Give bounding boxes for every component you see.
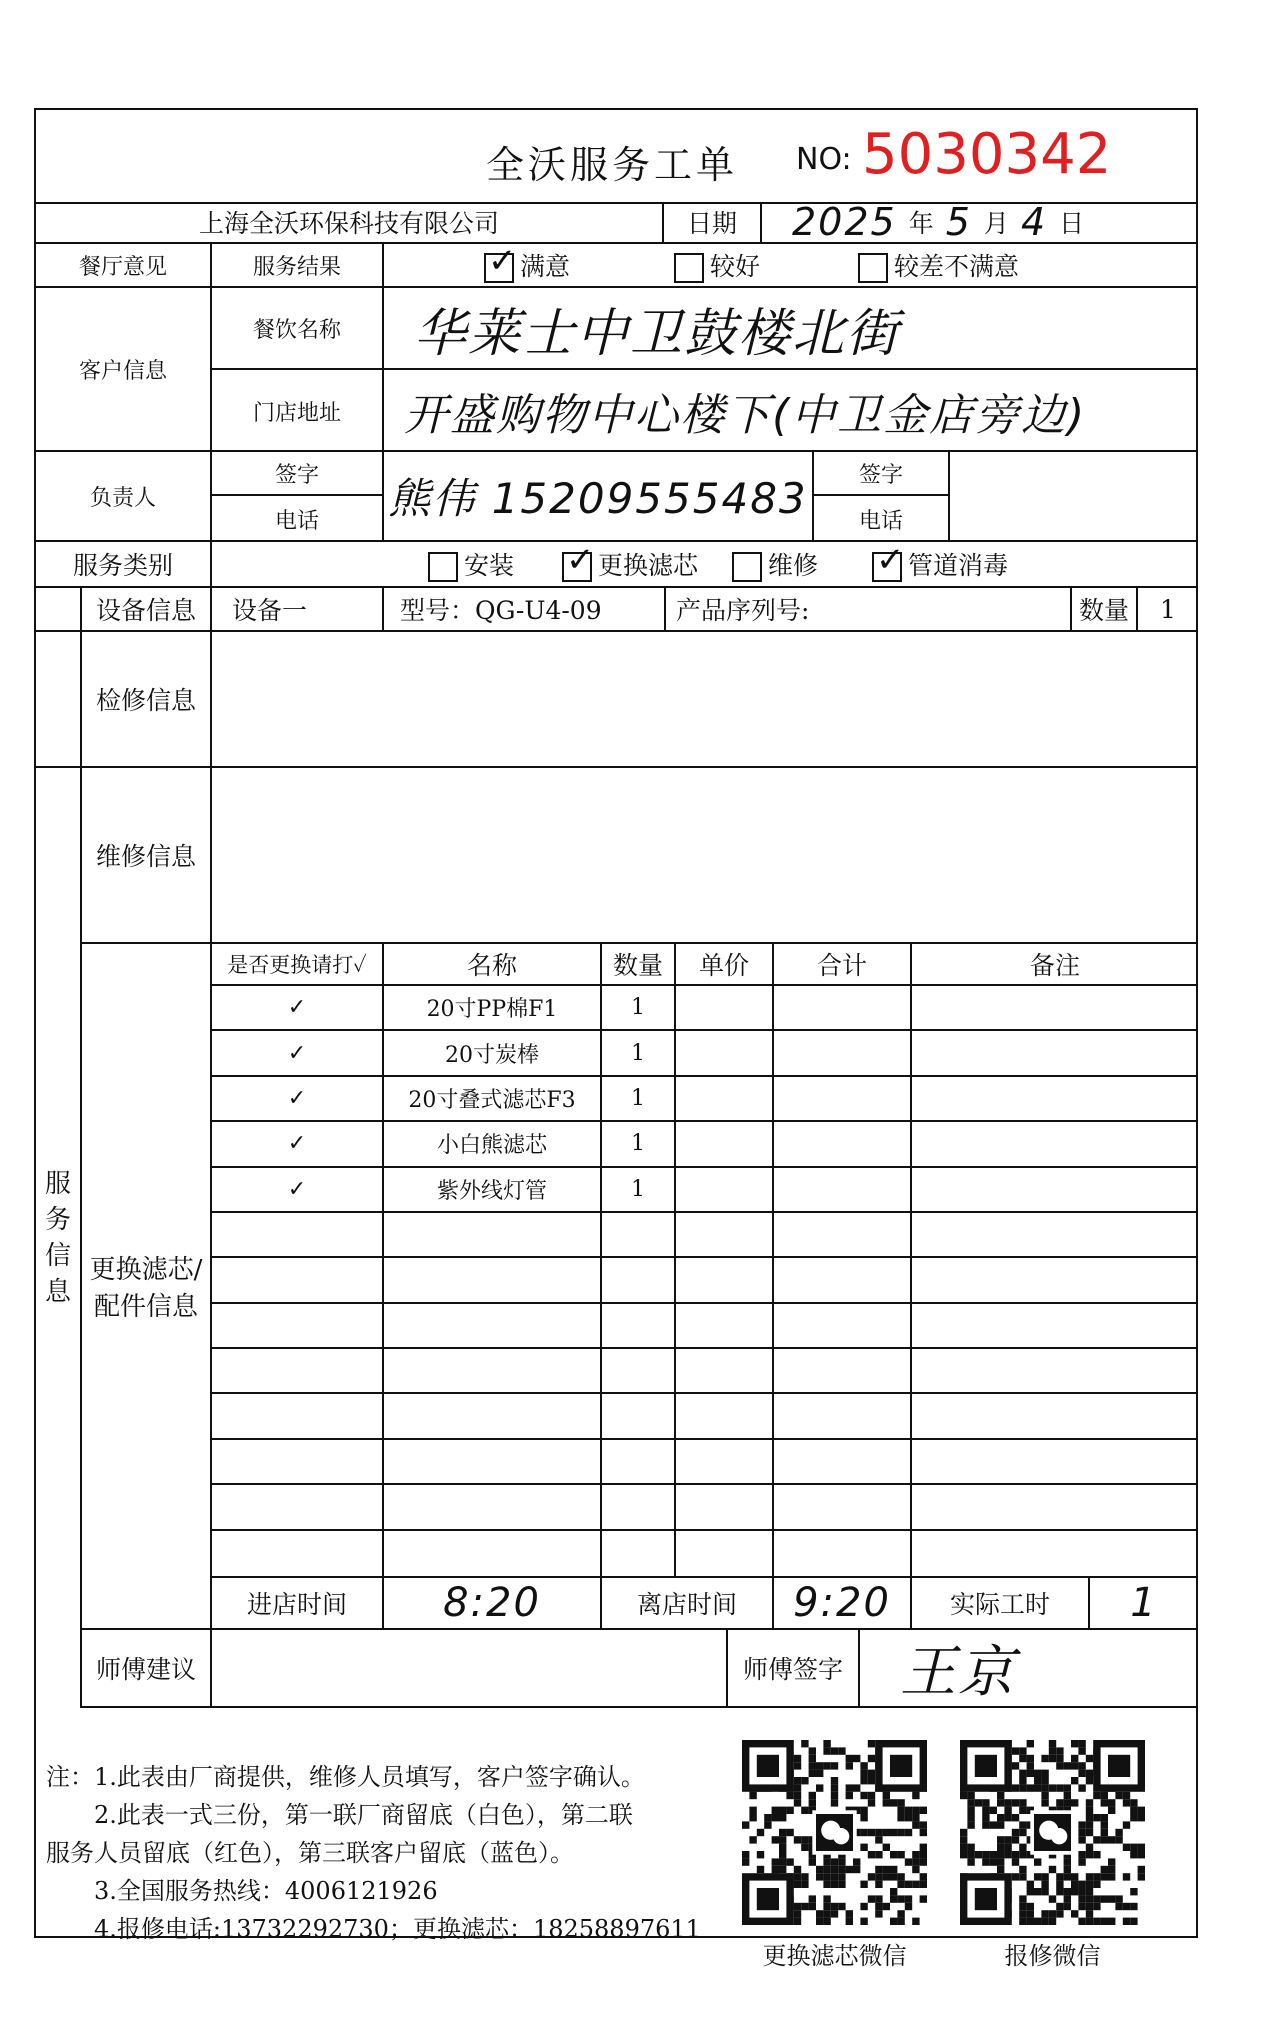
table-row xyxy=(212,1122,1198,1167)
checkbox-icon xyxy=(858,253,888,283)
row-cell xyxy=(912,1168,1198,1211)
table-row xyxy=(212,1031,1198,1076)
service-type-row xyxy=(36,542,1196,588)
title-row xyxy=(36,110,1196,204)
parts-table xyxy=(212,944,1198,1628)
row-name: 20寸PP棉F1 xyxy=(384,986,602,1029)
device-qty-label: 数量 xyxy=(1072,588,1138,630)
row-cell xyxy=(602,1440,676,1483)
row-cell xyxy=(676,1213,774,1256)
row-cell xyxy=(912,1349,1198,1392)
result-label: 服务结果 xyxy=(212,244,384,286)
row-cell xyxy=(912,1304,1198,1347)
form-title: 全沃服务工单 xyxy=(486,143,739,187)
date-month-unit: 月 xyxy=(983,209,1009,238)
customer-row xyxy=(36,288,1196,452)
row-cell xyxy=(676,1077,774,1120)
device-name: 设备一 xyxy=(212,588,384,630)
row-cell xyxy=(774,1394,912,1437)
row-cell xyxy=(912,1485,1198,1528)
date-year-unit: 年 xyxy=(908,209,934,238)
row-cell xyxy=(384,1531,602,1576)
out-time-value: 9:20 xyxy=(774,1578,912,1628)
qr-label-repair: 报修微信 xyxy=(1004,1942,1101,1970)
result-options xyxy=(384,244,1198,286)
row-cell xyxy=(774,1304,912,1347)
col-price: 单价 xyxy=(676,944,774,984)
phone-label: 电话 xyxy=(274,508,319,534)
advice-value xyxy=(212,1630,728,1706)
row-cell xyxy=(774,1213,912,1256)
row-check: ✓ xyxy=(212,1031,384,1074)
customer-label: 客户信息 xyxy=(36,288,212,450)
row-cell xyxy=(384,1213,602,1256)
table-row xyxy=(212,1213,1198,1258)
row-cell xyxy=(602,1258,676,1301)
table-row xyxy=(212,1394,1198,1439)
parts-label: 更换滤芯/配件信息 xyxy=(82,944,212,1628)
table-row xyxy=(212,1168,1198,1213)
type-disinfect: ✓ 管道消毒 xyxy=(872,546,1008,583)
row-cell xyxy=(676,1258,774,1301)
qr-label-filter: 更换滤芯微信 xyxy=(762,1942,907,1970)
in-time-label: 进店时间 xyxy=(212,1578,384,1628)
restaurant-name-value: 华莱士中卫鼓楼北街 xyxy=(414,303,901,364)
note-3: 服务人员留底（红色），第三联客户留底（蓝色）。 xyxy=(46,1839,574,1867)
advice-row xyxy=(82,1628,1198,1708)
row-cell xyxy=(602,1394,676,1437)
row-name: 紫外线灯管 xyxy=(384,1168,602,1211)
table-row xyxy=(212,1531,1198,1576)
row-cell xyxy=(774,1258,912,1301)
store-address-value: 开盛购物中心楼下(中卫金店旁边) xyxy=(404,390,1087,441)
type-repair: 维修 xyxy=(732,546,818,583)
row-cell xyxy=(774,1122,912,1165)
order-no-label: NO: xyxy=(796,142,852,177)
row-cell xyxy=(676,1394,774,1437)
date-value xyxy=(762,202,1198,242)
row-cell xyxy=(912,1394,1198,1437)
row-cell xyxy=(774,1531,912,1576)
table-row xyxy=(212,1349,1198,1394)
device-label: 设备信息 xyxy=(82,588,212,630)
date-day-unit: 日 xyxy=(1059,209,1085,238)
option-satisfied: ✓ 满意 xyxy=(484,247,570,284)
row-name: 20寸叠式滤芯F3 xyxy=(384,1077,602,1120)
parts-header xyxy=(212,944,1198,986)
row-cell xyxy=(912,986,1198,1029)
row-cell xyxy=(676,1168,774,1211)
row-cell xyxy=(912,1531,1198,1576)
service-order-form xyxy=(34,108,1198,1970)
date-month: 5 xyxy=(945,200,972,244)
row-cell xyxy=(212,1349,384,1392)
row-qty: 1 xyxy=(602,1168,676,1211)
parts-rows xyxy=(212,986,1198,1576)
type-install: 安装 xyxy=(428,546,514,583)
row-cell xyxy=(676,1304,774,1347)
feedback-label: 餐厅意见 xyxy=(36,244,212,286)
col-name: 名称 xyxy=(384,944,602,984)
row-qty: 1 xyxy=(602,1077,676,1120)
row-cell xyxy=(384,1440,602,1483)
master-sign-label: 师傅签字 xyxy=(728,1630,860,1706)
row-cell xyxy=(676,1349,774,1392)
row-cell xyxy=(912,1213,1198,1256)
feedback-row xyxy=(36,244,1196,288)
row-cell xyxy=(676,1122,774,1165)
service-type-options xyxy=(212,542,1198,586)
device-serial: 产品序列号: xyxy=(666,588,1072,630)
device-spacer xyxy=(36,588,82,630)
table-row xyxy=(212,1258,1198,1303)
date-label: 日期 xyxy=(664,202,762,242)
row-cell xyxy=(384,1349,602,1392)
sign-label: 签字 xyxy=(212,452,382,496)
service-info-vertical: 服 务 信 息 xyxy=(36,768,82,1708)
col-total: 合计 xyxy=(774,944,912,984)
table-row xyxy=(212,1077,1198,1122)
row-name: 小白熊滤芯 xyxy=(384,1122,602,1165)
inspection-spacer xyxy=(36,632,82,766)
row-cell xyxy=(212,1531,384,1576)
row-cell xyxy=(676,1440,774,1483)
row-check: ✓ xyxy=(212,1168,384,1211)
checkbox-icon xyxy=(872,552,902,582)
company-row xyxy=(36,202,1196,244)
master-sign-value: 王京 xyxy=(900,1640,1016,1705)
row-check: ✓ xyxy=(212,986,384,1029)
row-cell xyxy=(212,1213,384,1256)
row-cell xyxy=(774,1485,912,1528)
row-cell xyxy=(602,1485,676,1528)
device-model: 型号：QG-U4-09 xyxy=(384,588,666,630)
row-name: 20寸炭棒 xyxy=(384,1031,602,1074)
row-cell xyxy=(384,1394,602,1437)
row-cell xyxy=(384,1258,602,1301)
row-cell xyxy=(912,1258,1198,1301)
type-filter: ✓ 更换滤芯 xyxy=(562,546,698,583)
note-5: 4.报修电话:13732292730；更换滤芯：18258897611 xyxy=(46,1915,701,1943)
note-4: 3.全国服务热线：4006121926 xyxy=(46,1877,438,1905)
table-row xyxy=(212,1485,1198,1530)
row-cell xyxy=(602,1304,676,1347)
row-cell xyxy=(676,1031,774,1074)
row-cell xyxy=(676,986,774,1029)
row-cell xyxy=(912,1031,1198,1074)
responsible-label: 负责人 xyxy=(36,452,212,540)
responsible-row xyxy=(36,452,1196,542)
row-cell xyxy=(676,1485,774,1528)
row-cell xyxy=(912,1122,1198,1165)
order-no-value: 5030342 xyxy=(862,122,1112,187)
out-time-label: 离店时间 xyxy=(602,1578,774,1628)
col-qty: 数量 xyxy=(602,944,676,984)
store-address-label: 门店地址 xyxy=(212,370,384,452)
inspection-row xyxy=(36,632,1196,768)
note-1: 注：1.此表由厂商提供，维修人员填写，客户签字确认。 xyxy=(46,1763,645,1791)
col-remark: 备注 xyxy=(1029,951,1080,980)
company-name: 上海全沃环保科技有限公司 xyxy=(36,202,664,242)
row-cell xyxy=(676,1531,774,1576)
service-type-label: 服务类别 xyxy=(36,542,212,586)
checkbox-icon xyxy=(674,253,704,283)
row-cell xyxy=(602,1531,676,1576)
date-day: 4 xyxy=(1020,200,1048,244)
work-hours-label: 实际工时 xyxy=(912,1578,1090,1628)
checkbox-icon xyxy=(732,552,762,582)
row-cell xyxy=(212,1304,384,1347)
row-cell xyxy=(212,1485,384,1528)
row-qty: 1 xyxy=(602,1031,676,1074)
phone-label-2: 电话 xyxy=(858,508,903,534)
restaurant-name-label: 餐饮名称 xyxy=(212,288,384,368)
row-qty: 1 xyxy=(602,1122,676,1165)
checkbox-icon xyxy=(562,552,592,582)
table-row xyxy=(212,1304,1198,1349)
row-check: ✓ xyxy=(212,1077,384,1120)
note-2: 2.此表一式三份，第一联厂商留底（白色），第二联 xyxy=(46,1801,633,1829)
repair-label: 维修信息 xyxy=(82,768,212,942)
in-time-value: 8:20 xyxy=(384,1578,602,1628)
row-cell xyxy=(774,1349,912,1392)
device-qty: 1 xyxy=(1160,594,1176,624)
row-cell xyxy=(384,1485,602,1528)
row-cell xyxy=(602,1213,676,1256)
row-cell xyxy=(774,1168,912,1211)
row-cell xyxy=(912,1440,1198,1483)
row-cell xyxy=(212,1440,384,1483)
work-hours-value: 1 xyxy=(1130,1580,1158,1626)
qr-code-filter-wechat xyxy=(742,1740,927,1925)
repair-row xyxy=(82,768,1198,944)
date-year: 2025 xyxy=(792,200,897,244)
responsible-value: 熊伟 15209555483 xyxy=(384,452,814,540)
row-qty: 1 xyxy=(602,986,676,1029)
row-cell xyxy=(212,1258,384,1301)
sign-label-2: 签字 xyxy=(814,452,948,496)
row-cell xyxy=(602,1349,676,1392)
table-row xyxy=(212,1440,1198,1485)
checkbox-icon xyxy=(484,253,514,283)
notes xyxy=(46,1758,736,1948)
table-row xyxy=(212,986,1198,1031)
checkbox-icon xyxy=(428,552,458,582)
row-cell xyxy=(912,1077,1198,1120)
row-cell xyxy=(774,1077,912,1120)
option-poor: 较差不满意 xyxy=(858,247,1019,284)
advice-label: 师傅建议 xyxy=(82,1630,212,1706)
row-cell xyxy=(212,1394,384,1437)
row-cell xyxy=(774,1440,912,1483)
option-good: 较好 xyxy=(674,247,760,284)
device-row xyxy=(36,588,1196,632)
row-check: ✓ xyxy=(212,1122,384,1165)
inspection-label: 检修信息 xyxy=(82,632,212,766)
col-check: 是否更换请打✓ xyxy=(212,944,384,984)
row-cell xyxy=(774,986,912,1029)
row-cell xyxy=(774,1031,912,1074)
row-cell xyxy=(384,1304,602,1347)
times-row xyxy=(212,1576,1198,1628)
qr-code-repair-wechat xyxy=(960,1740,1145,1925)
